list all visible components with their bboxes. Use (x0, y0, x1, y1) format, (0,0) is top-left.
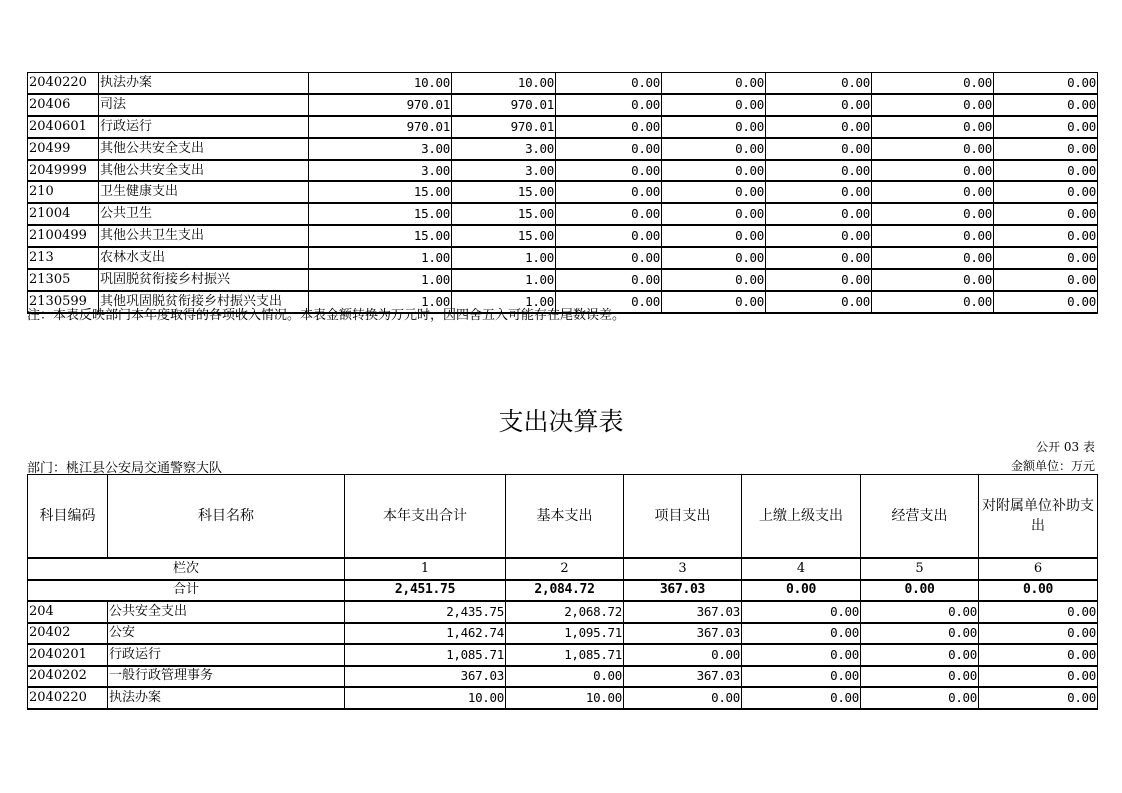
amount-cell: 15.00 (452, 203, 556, 225)
amount-cell: 970.01 (309, 116, 452, 138)
amount-cell: 0.00 (556, 160, 662, 182)
amount-cell: 0.00 (556, 203, 662, 225)
table-row (28, 73, 1098, 94)
amount-cell: 0.00 (624, 687, 742, 709)
amount-cell: 0.00 (742, 623, 861, 645)
amount-cell: 0.00 (994, 203, 1098, 225)
column-number: 2 (506, 558, 624, 580)
amount-cell: 0.00 (742, 666, 861, 688)
column-number: 1 (345, 558, 506, 580)
table-row (28, 138, 1098, 160)
subject-name: 一般行政管理事务 (108, 666, 345, 688)
amount-cell: 0.00 (994, 116, 1098, 138)
column-number: 6 (979, 558, 1098, 580)
page-title: 支出决算表 (498, 407, 624, 436)
table-row (28, 181, 1098, 203)
amount-cell: 15.00 (309, 225, 452, 247)
subject-code: 20402 (28, 623, 108, 645)
column-number: 3 (624, 558, 742, 580)
subject-code: 2049999 (28, 160, 99, 182)
subject-code: 20499 (28, 138, 99, 160)
subject-name: 公共安全支出 (108, 601, 345, 623)
subject-code: 20406 (28, 94, 99, 116)
amount-cell: 0.00 (556, 94, 662, 116)
subject-code: 210 (28, 181, 99, 203)
amount-cell: 0.00 (872, 203, 994, 225)
amount-cell: 0.00 (766, 160, 872, 182)
table-row (28, 644, 1098, 666)
amount-cell: 0.00 (556, 181, 662, 203)
amount-cell: 0.00 (872, 116, 994, 138)
amount-cell: 0.00 (662, 247, 766, 269)
subject-name: 行政运行 (99, 116, 309, 138)
amount-cell: 3.00 (309, 138, 452, 160)
subject-code: 2040220 (28, 73, 99, 94)
header-col-5: 经营支出 (861, 475, 979, 559)
department-label: 部门：桃江县公安局交通警察大队 (27, 461, 223, 476)
header-col-6: 对附属单位补助支出 (979, 475, 1098, 559)
subject-name: 其他公共安全支出 (99, 138, 309, 160)
amount-cell: 0.00 (662, 181, 766, 203)
table-row (28, 94, 1098, 116)
amount-cell: 1.00 (452, 291, 556, 313)
column-number-row (28, 558, 1098, 580)
amount-cell: 0.00 (994, 225, 1098, 247)
amount-cell: 970.01 (452, 94, 556, 116)
table-row (28, 116, 1098, 138)
amount-cell: 0.00 (556, 291, 662, 313)
column-number: 5 (861, 558, 979, 580)
total-value: 2,451.75 (345, 580, 506, 602)
amount-cell: 0.00 (556, 116, 662, 138)
table-row (28, 601, 1098, 623)
amount-cell: 3.00 (309, 160, 452, 182)
subject-name: 其他公共卫生支出 (99, 225, 309, 247)
amount-cell: 0.00 (766, 247, 872, 269)
header-name: 科目名称 (108, 475, 345, 559)
amount-cell: 1.00 (309, 247, 452, 269)
amount-cell: 0.00 (861, 644, 979, 666)
subject-code: 2040202 (28, 666, 108, 688)
total-value: 0.00 (861, 580, 979, 602)
amount-cell: 0.00 (872, 247, 994, 269)
amount-cell: 0.00 (994, 291, 1098, 313)
column-number: 4 (742, 558, 861, 580)
amount-cell: 0.00 (662, 138, 766, 160)
header-col-1: 本年支出合计 (345, 475, 506, 559)
amount-cell: 0.00 (979, 623, 1098, 645)
table-row (28, 269, 1098, 291)
expenditure-table-body (28, 475, 1098, 709)
amount-cell: 1.00 (309, 269, 452, 291)
amount-cell: 0.00 (556, 225, 662, 247)
amount-cell: 0.00 (662, 269, 766, 291)
amount-cell: 0.00 (662, 225, 766, 247)
amount-cell: 0.00 (872, 225, 994, 247)
subject-name: 其他公共安全支出 (99, 160, 309, 182)
amount-cell: 0.00 (872, 291, 994, 313)
subject-name: 执法办案 (108, 687, 345, 709)
amount-cell: 367.03 (624, 623, 742, 645)
subject-code: 2100499 (28, 225, 99, 247)
subject-code: 2040201 (28, 644, 108, 666)
amount-cell: 0.00 (742, 687, 861, 709)
amount-cell: 0.00 (506, 666, 624, 688)
subject-code: 213 (28, 247, 99, 269)
total-value: 0.00 (742, 580, 861, 602)
total-value: 2,084.72 (506, 580, 624, 602)
subject-code: 204 (28, 601, 108, 623)
amount-cell: 10.00 (309, 73, 452, 94)
income-table-continued (27, 72, 1098, 314)
subject-name: 巩固脱贫衔接乡村振兴 (99, 269, 309, 291)
amount-cell: 0.00 (872, 160, 994, 182)
amount-cell: 1,462.74 (345, 623, 506, 645)
table-note: 注：本表反映部门本年度取得的各项收入情况。本表金额转换为万元时，因四舍五入可能存在尾数误差。 (27, 308, 626, 323)
amount-cell: 0.00 (766, 225, 872, 247)
amount-cell: 367.03 (345, 666, 506, 688)
amount-cell: 1,085.71 (506, 644, 624, 666)
amount-cell: 3.00 (452, 160, 556, 182)
column-label: 栏次 (28, 558, 345, 580)
amount-cell: 0.00 (766, 291, 872, 313)
total-row (28, 580, 1098, 602)
amount-cell: 0.00 (872, 181, 994, 203)
header-code: 科目编码 (28, 475, 108, 559)
amount-cell: 0.00 (979, 601, 1098, 623)
amount-cell: 10.00 (345, 687, 506, 709)
amount-cell: 0.00 (979, 687, 1098, 709)
amount-cell: 0.00 (994, 181, 1098, 203)
amount-cell: 0.00 (861, 623, 979, 645)
income-table-body (28, 73, 1098, 313)
amount-cell: 0.00 (766, 73, 872, 94)
amount-cell: 0.00 (766, 269, 872, 291)
amount-cell: 0.00 (624, 644, 742, 666)
amount-cell: 0.00 (994, 160, 1098, 182)
amount-cell: 0.00 (766, 94, 872, 116)
amount-cell: 0.00 (662, 116, 766, 138)
table-row (28, 666, 1098, 688)
subject-code: 21004 (28, 203, 99, 225)
unit-label: 金额单位：万元 (1010, 459, 1095, 473)
amount-cell: 2,435.75 (345, 601, 506, 623)
total-label: 合计 (28, 580, 345, 602)
amount-cell: 15.00 (309, 203, 452, 225)
amount-cell: 0.00 (556, 269, 662, 291)
subject-name: 司法 (99, 94, 309, 116)
subject-name: 卫生健康支出 (99, 181, 309, 203)
expenditure-table (27, 474, 1098, 710)
amount-cell: 15.00 (452, 181, 556, 203)
amount-cell: 970.01 (309, 94, 452, 116)
header-col-4: 上缴上级支出 (742, 475, 861, 559)
amount-cell: 0.00 (872, 269, 994, 291)
amount-cell: 0.00 (994, 73, 1098, 94)
amount-cell: 0.00 (994, 138, 1098, 160)
amount-cell: 0.00 (861, 601, 979, 623)
amount-cell: 1.00 (452, 269, 556, 291)
amount-cell: 0.00 (766, 138, 872, 160)
table-row (28, 687, 1098, 709)
total-value: 0.00 (979, 580, 1098, 602)
subject-code: 2040220 (28, 687, 108, 709)
table-row (28, 160, 1098, 182)
amount-cell: 1.00 (452, 247, 556, 269)
amount-cell: 0.00 (994, 94, 1098, 116)
amount-cell: 0.00 (556, 138, 662, 160)
total-value: 367.03 (624, 580, 742, 602)
amount-cell: 0.00 (662, 160, 766, 182)
amount-cell: 10.00 (506, 687, 624, 709)
table-row (28, 623, 1098, 645)
amount-cell: 1,095.71 (506, 623, 624, 645)
amount-cell: 0.00 (979, 644, 1098, 666)
amount-cell: 1.00 (309, 291, 452, 313)
amount-cell: 0.00 (861, 666, 979, 688)
amount-cell: 0.00 (872, 73, 994, 94)
amount-cell: 1,085.71 (345, 644, 506, 666)
amount-cell: 0.00 (662, 73, 766, 94)
amount-cell: 15.00 (452, 225, 556, 247)
amount-cell: 0.00 (742, 601, 861, 623)
subject-code: 21305 (28, 269, 99, 291)
amount-cell: 0.00 (556, 73, 662, 94)
amount-cell: 0.00 (766, 116, 872, 138)
amount-cell: 0.00 (662, 94, 766, 116)
amount-cell: 0.00 (662, 203, 766, 225)
amount-cell: 0.00 (872, 94, 994, 116)
amount-cell: 0.00 (994, 247, 1098, 269)
amount-cell: 15.00 (309, 181, 452, 203)
amount-cell: 0.00 (766, 203, 872, 225)
subject-name: 公共卫生 (99, 203, 309, 225)
amount-cell: 0.00 (979, 666, 1098, 688)
amount-cell: 0.00 (742, 644, 861, 666)
table-row (28, 225, 1098, 247)
header-row (28, 475, 1098, 559)
subject-code: 2040601 (28, 116, 99, 138)
amount-cell: 367.03 (624, 666, 742, 688)
amount-cell: 0.00 (662, 291, 766, 313)
header-col-2: 基本支出 (506, 475, 624, 559)
subject-code: 2130599 (28, 291, 99, 313)
amount-cell: 10.00 (452, 73, 556, 94)
amount-cell: 0.00 (872, 138, 994, 160)
amount-cell: 0.00 (994, 269, 1098, 291)
subject-name: 其他巩固脱贫衔接乡村振兴支出 (99, 291, 309, 313)
amount-cell: 970.01 (452, 116, 556, 138)
table-row (28, 203, 1098, 225)
subject-name: 行政运行 (108, 644, 345, 666)
amount-cell: 367.03 (624, 601, 742, 623)
amount-cell: 3.00 (452, 138, 556, 160)
table-row (28, 247, 1098, 269)
subject-name: 公安 (108, 623, 345, 645)
header-col-3: 项目支出 (624, 475, 742, 559)
amount-cell: 0.00 (766, 181, 872, 203)
amount-cell: 0.00 (861, 687, 979, 709)
amount-cell: 2,068.72 (506, 601, 624, 623)
subject-name: 农林水支出 (99, 247, 309, 269)
subject-name: 执法办案 (99, 73, 309, 94)
amount-cell: 0.00 (556, 247, 662, 269)
form-number: 公开 03 表 (1036, 440, 1095, 454)
